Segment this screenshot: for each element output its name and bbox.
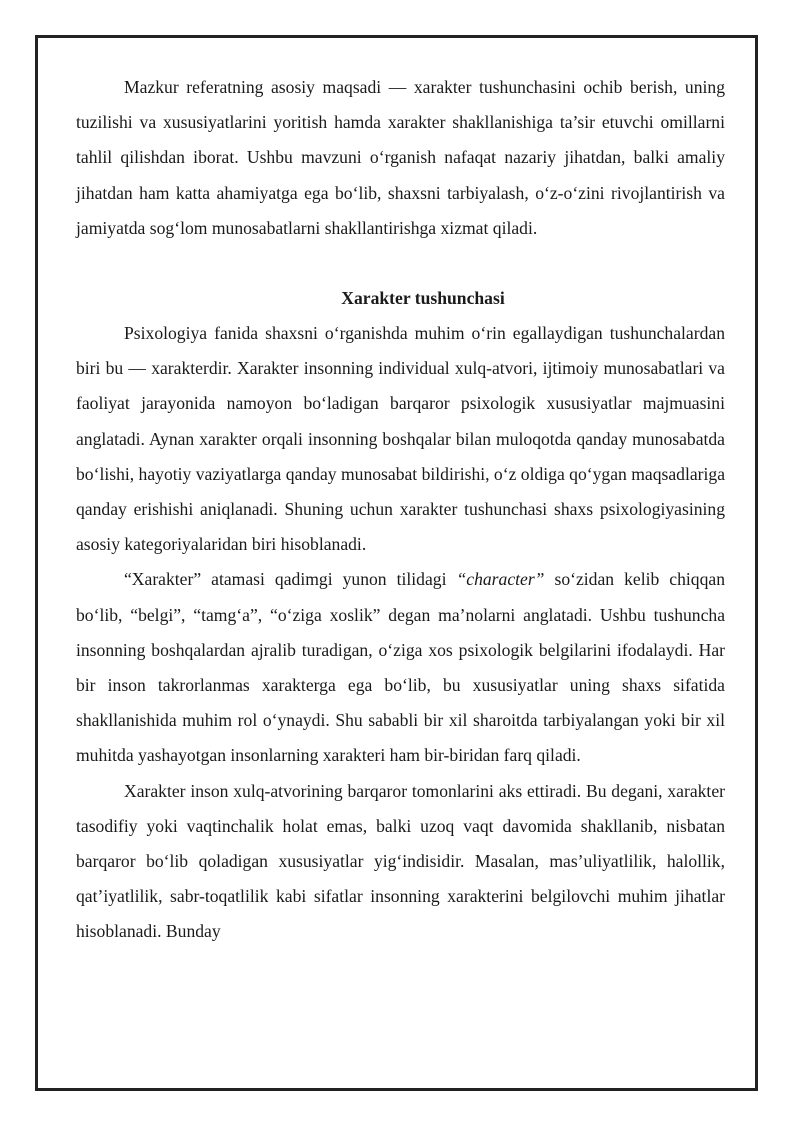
definition-paragraph: Psixologiya fanida shaxsni o‘rganishda muhim o‘rin egallaydigan tushunchalardan biri bu — xarakterdir. Xarakter insonning individual xulq-atvori, ijtimoiy munosabatlari va faoliyat jarayonida namoyon bo‘ladigan barqaror psixologik xususiyatlar majmuasini anglatadi. Aynan xarakter orqali insonning boshqalar bilan muloqotda qanday munosabatda bo‘lishi, hayotiy vaziyatlarga qanday munosabat bildirishi, o‘z oldiga qo‘ygan maqsadlariga qanday erishishi aniqlanadi. Shuning uchun xarakter tushunchasi shaxs psixologiyasining asosiy kategoriyalaridan biri hisoblanadi. <box>76 323 726 555</box>
stability-paragraph: Xarakter inson xulq-atvorining barqaror tomonlarini aks ettiradi. Bu degani, xarakter tasodifiy yoki vaqtinchalik holat emas, balki uzoq vaqt davomida shakllanib, nisbatan barqaror bo‘lib qoladigan xususiyatlar yig‘indisidir. Masalan, mas’uliyatlilik, halollik, qat’iyatlilik, sabr-toqatlilik kabi sifatlar insonning xarakterini belgilovchi muhim jihatlar hisoblanadi. Bunday <box>76 780 725 942</box>
document-body <box>76 70 725 950</box>
intro-paragraph: Mazkur referatning asosiy maqsadi — xarakter tushunchasini ochib berish, uning tuzilishi va xususiyatlarini yoritish hamda xarakter shakllanishiga ta’sir etuvchi omillarni tahlil qilishdan iborat. Ushbu mavzuni o‘rganish nafaqat nazariy jihatdan, balki amaliy jihatdan ham katta ahamiyatga ega bo‘lib, shaxsni tarbiyalash, o‘z-o‘zini rivojlantirish va jamiyatda sog‘lom munosabatlarni shakllantirishga xizmat qiladi. <box>76 77 725 238</box>
etymology-term: “character” <box>456 569 545 590</box>
etymology-paragraph <box>76 562 725 773</box>
etymology-text-end: so‘zidan kelib chiqqan bo‘lib, “belgi”, “tamg‘a”, “o‘ziga xoslik” degan ma’nolarni anglatadi. Ushbu tushuncha insonning boshqalardan ajralib turadigan, o‘ziga xos psixologik belgilarini ifodalaydi. Har bir inson takrorlanmas xarakterga ega bo‘lib, bu xususiyatlar uning shaxs sifatida shakllanishida muhim rol o‘ynaydi. Shu sababli bir xil sharoitda tarbiyalangan yoki bir xil muhitda yashayotgan insonlarning xarakteri ham bir-biridan farq qiladi. <box>76 569 725 766</box>
etymology-text-start: “Xarakter” atamasi qadimgi yunon tilidagi <box>124 569 457 590</box>
section-heading: Xarakter tushunchasi <box>341 288 505 309</box>
